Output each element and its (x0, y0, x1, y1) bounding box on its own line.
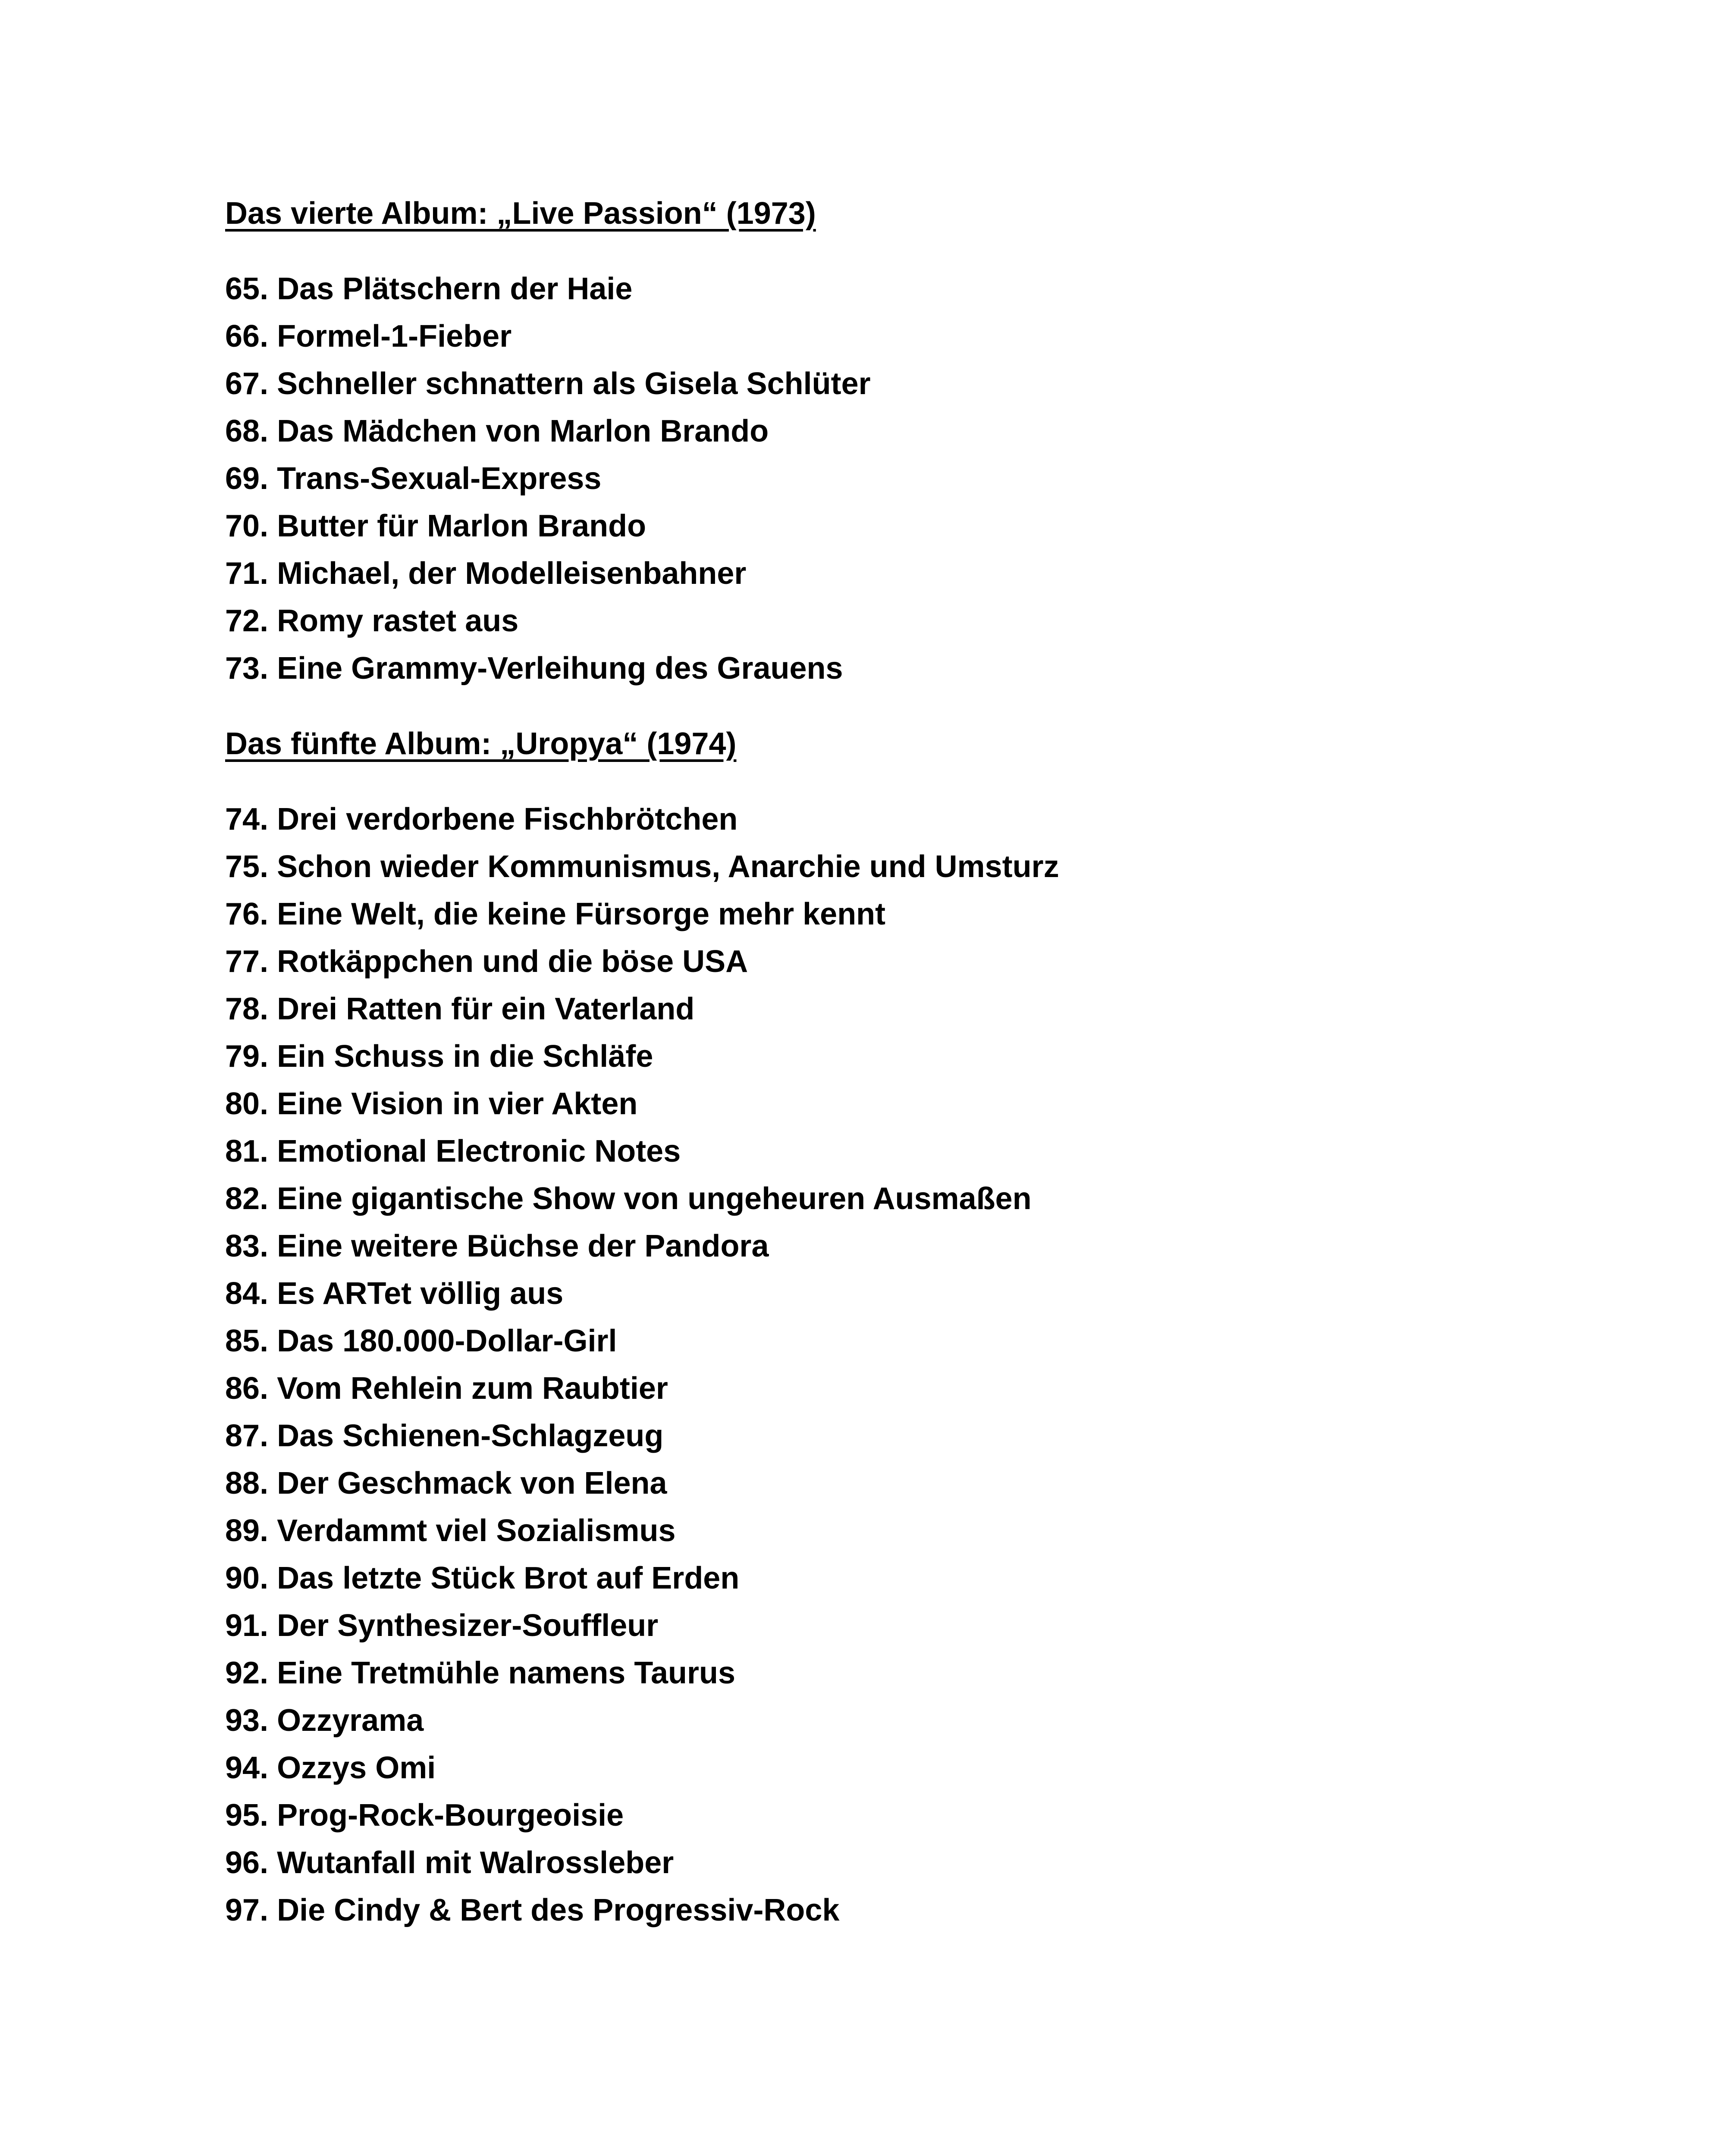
list-item: 69. Trans-Sexual-Express (225, 461, 602, 496)
list-item: 90. Das letzte Stück Brot auf Erden (225, 1561, 740, 1595)
list-item: 81. Emotional Electronic Notes (225, 1134, 681, 1169)
list-item: 73. Eine Grammy-Verleihung des Grauens (225, 651, 843, 686)
list-item: 70. Butter für Marlon Brando (225, 509, 646, 543)
list-item: 83. Eine weitere Büchse der Pandora (225, 1229, 769, 1263)
track-list (225, 265, 1605, 692)
list-item: 75. Schon wieder Kommunismus, Anarchie und Umsturz (225, 849, 1059, 884)
list-item: 82. Eine gigantische Show von ungeheuren Ausmaßen (225, 1181, 1032, 1216)
list-item: 66. Formel-1-Fieber (225, 319, 512, 354)
track-list (225, 796, 1605, 1934)
list-item: 80. Eine Vision in vier Akten (225, 1087, 638, 1121)
document-page (225, 190, 1605, 1934)
list-item: 85. Das 180.000-Dollar-Girl (225, 1324, 617, 1358)
list-item: 74. Drei verdorbene Fischbrötchen (225, 802, 738, 837)
list-item: 72. Romy rastet aus (225, 604, 519, 638)
section-heading: Das vierte Album: „Live Passion“ (1973) (225, 196, 816, 231)
list-item: 68. Das Mädchen von Marlon Brando (225, 414, 769, 448)
list-item: 86. Vom Rehlein zum Raubtier (225, 1371, 668, 1406)
list-item: 65. Das Plätschern der Haie (225, 272, 633, 306)
list-item: 71. Michael, der Modelleisenbahner (225, 556, 747, 591)
list-item: 76. Eine Welt, die keine Fürsorge mehr kennt (225, 897, 886, 931)
section-heading: Das fünfte Album: „Uropya“ (1974) (225, 727, 737, 761)
list-item: 91. Der Synthesizer-Souffleur (225, 1608, 659, 1643)
list-item: 92. Eine Tretmühle namens Taurus (225, 1656, 736, 1690)
album-section-live-passion (225, 190, 1605, 692)
list-item: 97. Die Cindy & Bert des Progressiv-Rock (225, 1893, 840, 1927)
list-item: 67. Schneller schnattern als Gisela Schlüter (225, 367, 871, 401)
list-item: 87. Das Schienen-Schlagzeug (225, 1419, 664, 1453)
list-item: 88. Der Geschmack von Elena (225, 1466, 667, 1501)
list-item: 77. Rotkäppchen und die böse USA (225, 944, 748, 979)
list-item: 89. Verdammt viel Sozialismus (225, 1514, 676, 1548)
list-item: 94. Ozzys Omi (225, 1751, 436, 1785)
list-item: 79. Ein Schuss in die Schläfe (225, 1039, 653, 1074)
album-section-uropya (225, 720, 1605, 1934)
list-item: 96. Wutanfall mit Walrossleber (225, 1846, 674, 1880)
list-item: 93. Ozzyrama (225, 1703, 424, 1738)
list-item: 95. Prog-Rock-Bourgeoisie (225, 1798, 624, 1833)
list-item: 84. Es ARTet völlig aus (225, 1276, 564, 1311)
list-item: 78. Drei Ratten für ein Vaterland (225, 992, 695, 1026)
